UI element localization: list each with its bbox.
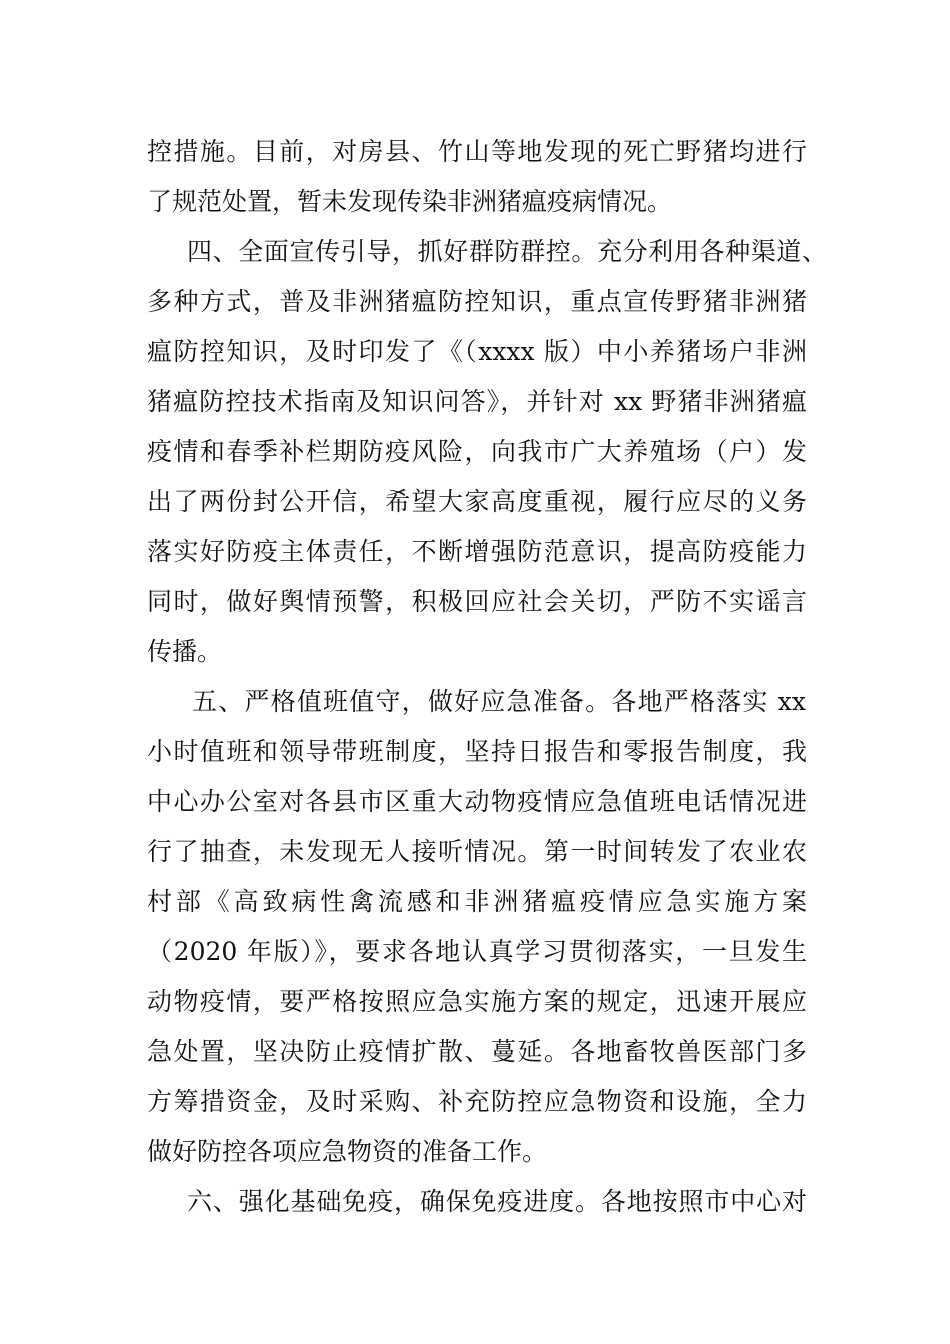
text-line: 猪瘟防控技术指南及知识问答》，并针对 xx 野猪非洲猪瘟 xyxy=(147,387,807,416)
text-line: 小时值班和领导带班制度，坚持日报告和零报告制度，我 xyxy=(147,737,807,766)
text-line: 动物疫情，要严格按照应急实施方案的规定，迅速开展应 xyxy=(147,987,807,1016)
text-line: 急处置，坚决防止疫情扩散、蔓延。各地畜牧兽医部门多 xyxy=(147,1037,807,1066)
text-line: 同时，做好舆情预警，积极回应社会关切，严防不实谣言 xyxy=(147,587,807,616)
text-line: 落实好防疫主体责任，不断增强防范意识，提高防疫能力 xyxy=(147,537,807,566)
text-line: 瘟防控知识，及时印发了《（xxxx 版）中小养猪场户非洲 xyxy=(147,337,807,366)
paragraph-5-first-line: 五、严格值班值守，做好应急准备。各地严格落实 xx xyxy=(192,687,806,716)
text-line: 做好防控各项应急物资的准备工作。 xyxy=(147,1137,548,1166)
text-line: 疫情和春季补栏期防疫风险，向我市广大养殖场（户）发 xyxy=(147,437,807,466)
text-line: 中心办公室对各县市区重大动物疫情应急值班电话情况进 xyxy=(147,787,807,816)
text-line: 方筹措资金，及时采购、补充防控应急物资和设施，全力 xyxy=(147,1087,807,1116)
paragraph-4-first-line: 四、全面宣传引导，抓好群防群控。充分利用各种渠道、 xyxy=(187,237,827,266)
paragraph-6-first-line: 六、强化基础免疫，确保免疫进度。各地按照市中心对 xyxy=(187,1187,807,1216)
text-line: 了规范处置，暂未发现传染非洲猪瘟疫病情况。 xyxy=(147,187,673,216)
text-line: 控措施。目前，对房县、竹山等地发现的死亡野猪均进行 xyxy=(147,137,807,166)
text-line: （2020 年版）》，要求各地认真学习贯彻落实，一旦发生 xyxy=(147,937,807,966)
text-line: 行了抽查，未发现无人接听情况。第一时间转发了农业农 xyxy=(147,837,807,866)
text-line: 多种方式，普及非洲猪瘟防控知识，重点宣传野猪非洲猪 xyxy=(147,287,807,316)
text-line: 村部《高致病性禽流感和非洲猪瘟疫情应急实施方案 xyxy=(147,887,807,916)
text-line: 传播。 xyxy=(147,637,223,666)
text-line: 出了两份封公开信，希望大家高度重视，履行应尽的义务 xyxy=(147,487,807,516)
